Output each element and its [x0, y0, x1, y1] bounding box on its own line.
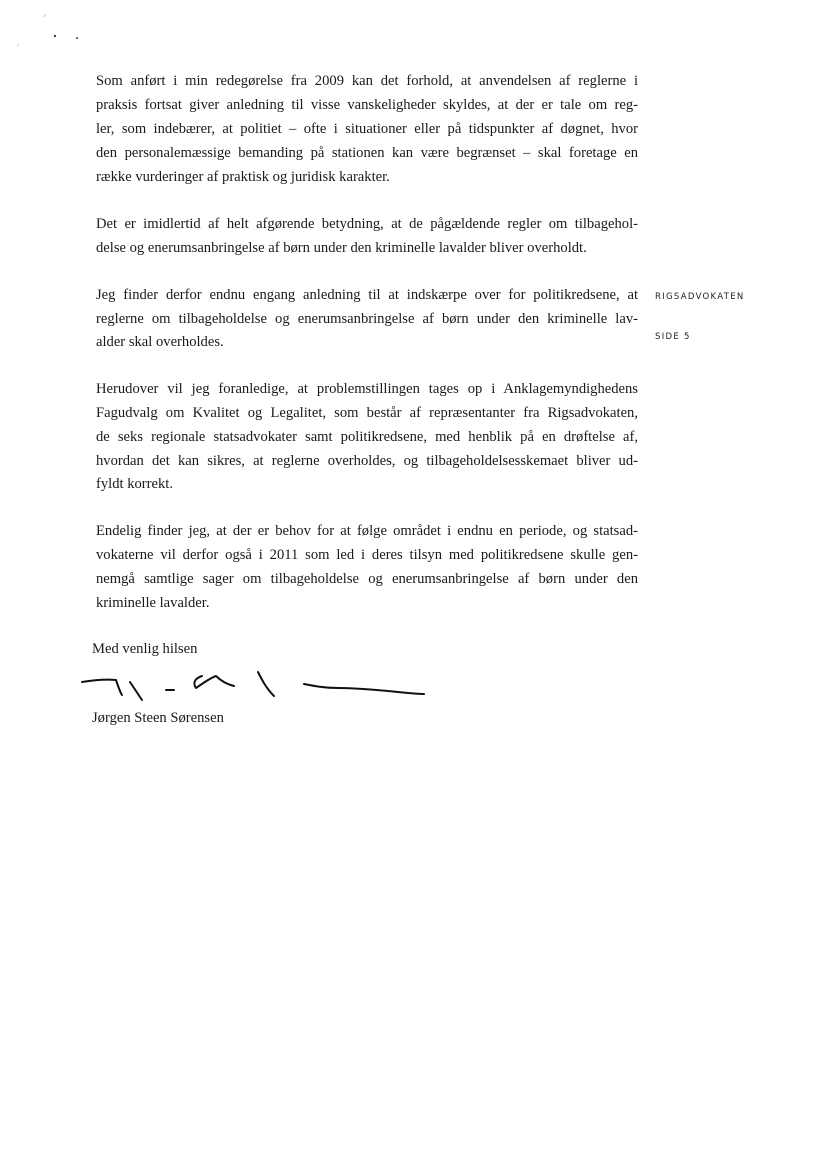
paragraph-line: reglerne om tilbageholdelse og enerumsanbringelse af børn under den kriminelle lav-: [96, 311, 638, 327]
paragraph-line: Endelig finder jeg, at der er behov for at følge området i endnu en periode, og statsad-: [96, 523, 638, 539]
scan-speck: [43, 14, 46, 17]
signature: [78, 664, 438, 708]
office-name: RIGSADVOKATEN: [655, 292, 745, 302]
paragraph-line: ler, som indebærer, at politiet – ofte i situationer eller på tidspunkter af døgnet, hvor: [96, 121, 638, 137]
closing-salutation: Med venlig hilsen: [92, 641, 198, 657]
paragraph-line: række vurderinger af praktisk og juridisk karakter.: [96, 169, 390, 185]
paragraph-line: Herudover vil jeg foranledige, at problemstillingen tages op i Anklagemyndighedens: [96, 381, 638, 397]
signer-name: Jørgen Steen Sørensen: [92, 710, 224, 726]
paragraph-line: vokaterne vil derfor også i 2011 som led i deres tilsyn med politikredsene skulle gen-: [96, 547, 638, 563]
paragraph-line: den personalemæssige bemanding på stationen kan være begrænset – skal foretage en: [96, 145, 638, 161]
paragraph-line: Jeg finder derfor endnu engang anledning til at indskærpe over for politikredsene, at: [96, 287, 638, 303]
page-number: SIDE 5: [655, 332, 691, 342]
paragraph-line: kriminelle lavalder.: [96, 595, 210, 611]
paragraph-line: nemgå samtlige sager om tilbageholdelse og enerumsanbringelse af børn under den: [96, 571, 638, 587]
paragraph-line: Som anført i min redegørelse fra 2009 kan det forhold, at anvendelsen af reglerne i: [96, 73, 638, 89]
scan-speck: [54, 35, 56, 37]
scan-speck: [76, 37, 78, 39]
scan-speck: [17, 44, 19, 47]
paragraph-line: praksis fortsat giver anledning til visse vanskeligheder skyldes, at der er tale om reg-: [96, 97, 638, 113]
paragraph-line: Fagudvalg om Kvalitet og Legalitet, som består af repræsentanter fra Rigsadvokaten,: [96, 405, 638, 421]
paragraph-line: fyldt korrekt.: [96, 476, 174, 492]
paragraph-line: de seks regionale statsadvokater samt politikredsene, med henblik på en drøftelse af,: [96, 429, 638, 445]
paragraph-line: alder skal overholdes.: [96, 334, 224, 350]
paragraph-line: Det er imidlertid af helt afgørende betydning, at de pågældende regler om tilbagehol-: [96, 216, 638, 232]
paragraph-line: delse og enerumsanbringelse af børn under den kriminelle lavalder bliver overholdt.: [96, 240, 587, 256]
paragraph-line: hvordan det kan sikres, at reglerne overholdes, og tilbageholdelsesskemaet bliver ud-: [96, 453, 638, 469]
